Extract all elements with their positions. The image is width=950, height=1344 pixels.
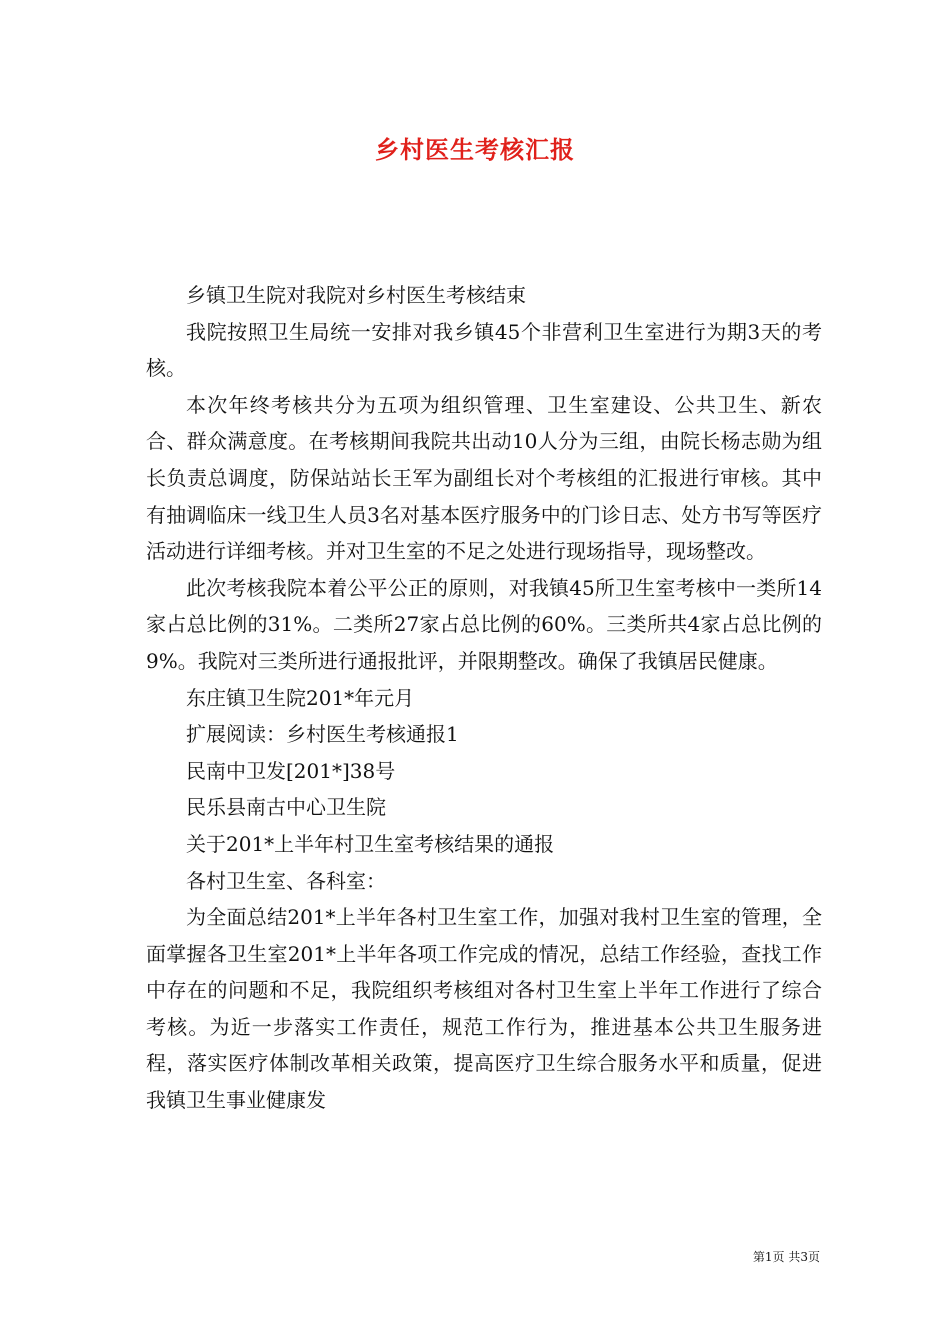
paragraph-extended-reading: 扩展阅读：乡村医生考核通报1 xyxy=(186,722,459,747)
paragraph-issuer: 民乐县南古中心卫生院 xyxy=(186,795,386,820)
paragraph-assessment-items: 本次年终考核共分为五项为组织管理、卫生室建设、公共卫生、新农合、群众满意度。在考核期间我院共出动10人分为三组，由院长杨志勋为组长负责总调度，防保站站长王军为副组长对个考核组的汇报进行审核。其中有抽调临床一线卫生人员3名对基本医疗服务中的门诊日志、处方书写等医疗活动进行详细考核。并对卫生室的不足之处进行现场指导，现场整改。 xyxy=(146,392,822,564)
paragraph-addressees: 各村卫生室、各科室： xyxy=(186,868,386,893)
document-body xyxy=(146,277,822,1119)
paragraph-notice-body: 为全面总结201*上半年各村卫生室工作，加强对我村卫生室的管理，全面掌握各卫生室201*上半年各项工作完成的情况，总结工作经验，查找工作中存在的问题和不足，我院组织考核组对各村卫生室上半年工作进行了综合考核。为近一步落实工作责任，规范工作行为，推进基本公共卫生服务进程，落实医疗体制改革相关政策，提高医疗卫生综合服务水平和质量，促进我镇卫生事业健康发 xyxy=(146,905,822,1113)
paragraph-notice-title: 关于201*上半年村卫生室考核结果的通报 xyxy=(186,831,555,856)
paragraph-arrangement: 我院按照卫生局统一安排对我乡镇45个非营利卫生室进行为期3天的考核。 xyxy=(146,319,822,381)
paragraph-signature: 东庄镇卫生院201*年元月 xyxy=(186,685,415,710)
paragraph-document-number: 民南中卫发[201*]38号 xyxy=(186,758,396,783)
document-title: 乡村医生考核汇报 xyxy=(375,135,575,164)
page-number-footer: 第1页 共3页 xyxy=(752,1250,820,1264)
paragraph-intro: 乡镇卫生院对我院对乡村医生考核结束 xyxy=(186,283,526,307)
paragraph-results: 此次考核我院本着公平公正的原则，对我镇45所卫生室考核中一类所14家占总比例的31%。二类所27家占总比例的60%。三类所共4家占总比例的9%。我院对三类所进行通报批评，并限期整改。确保了我镇居民健康。 xyxy=(146,575,822,673)
